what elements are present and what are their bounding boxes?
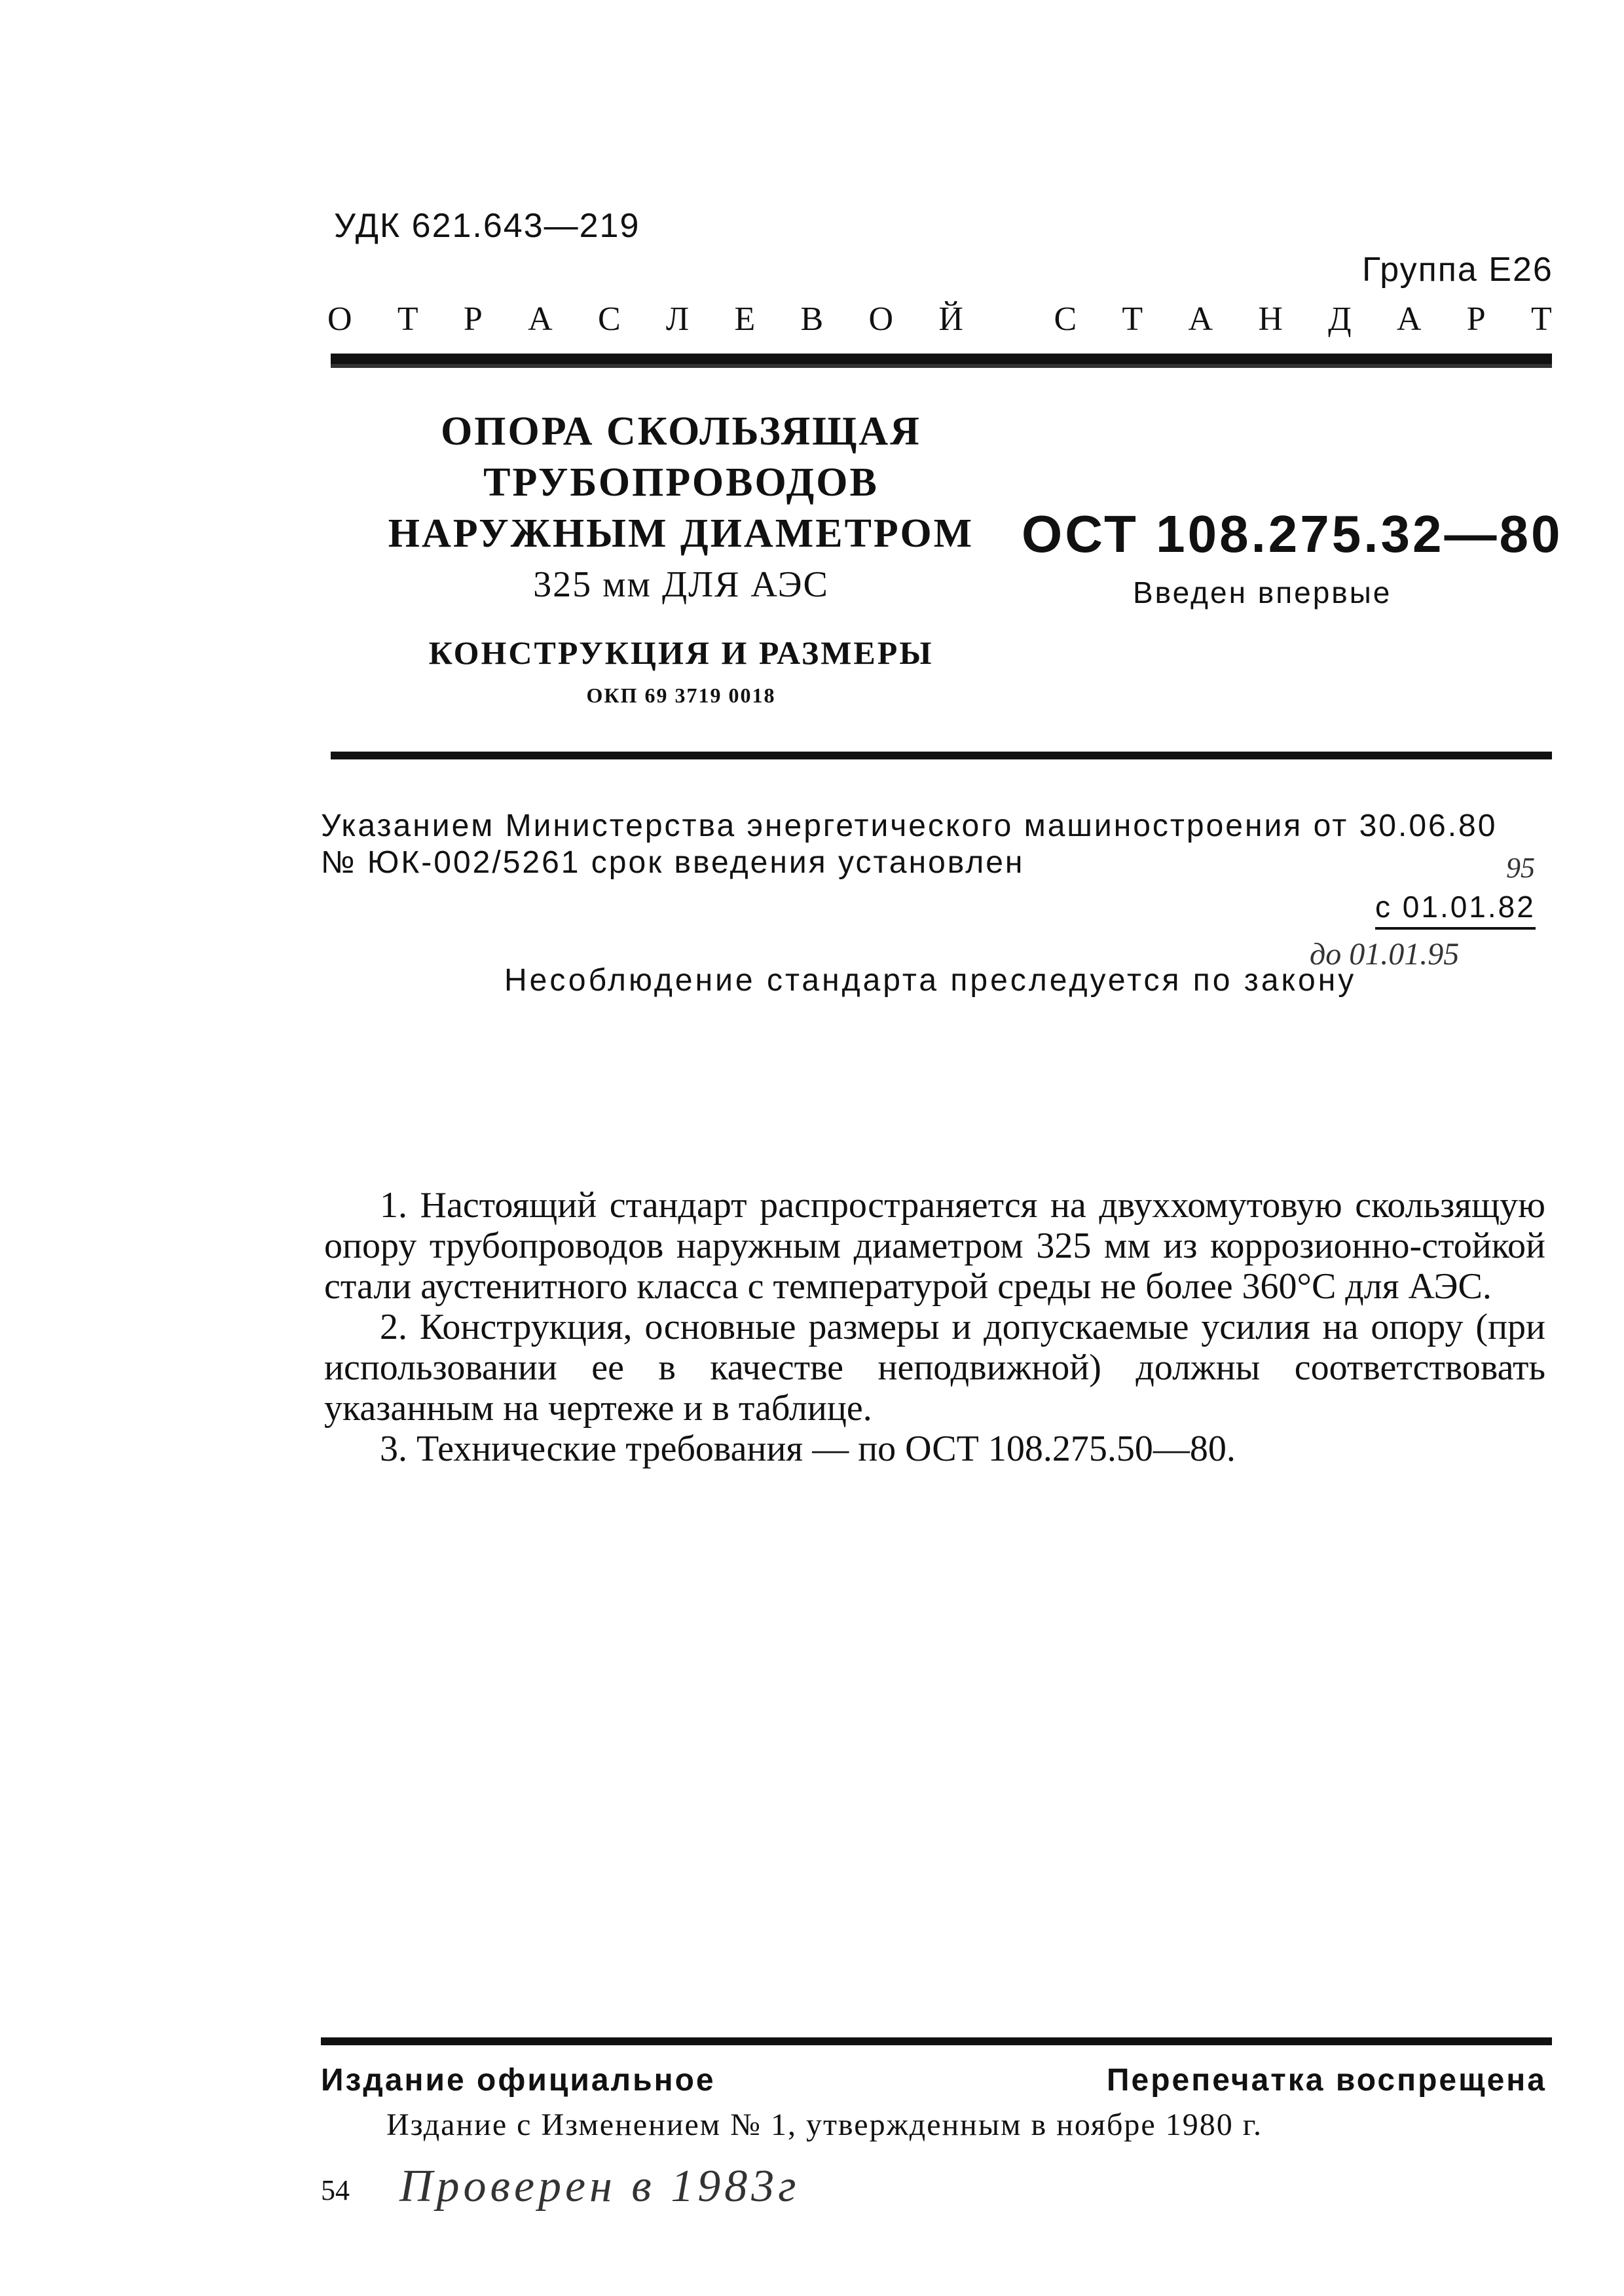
- title-line-3: НАРУЖНЫМ ДИАМЕТРОМ: [388, 511, 974, 556]
- effective-date: с 01.01.82: [1375, 889, 1536, 930]
- paragraph-1: 1. Настоящий стандарт распространяется на двуххомутовую скользящую опору трубопроводов наружным диаметром 325 мм из коррозионно-стойкой стали аустенитного класса с температурой среды не более 360°С для АЭС.: [324, 1185, 1545, 1307]
- introduced-note: Введен впервые: [1133, 575, 1392, 610]
- branch-letter: Т: [1530, 301, 1552, 338]
- page-number: 54: [321, 2174, 350, 2206]
- branch-letter: Т: [397, 301, 418, 338]
- handwritten-footer-note: Проверен в 1983г: [399, 2161, 800, 2212]
- handwritten-extension: до 01.01.95: [1310, 937, 1460, 972]
- penalty-notice: Несоблюдение стандарта преследуется по закону: [504, 963, 1357, 998]
- branch-letter: Д: [1328, 301, 1352, 338]
- title-block: [327, 406, 1035, 708]
- branch-letter: Р: [463, 301, 483, 338]
- header-rule: [331, 354, 1552, 364]
- branch-letter: С: [1054, 301, 1077, 338]
- group-label: Группа Е26: [1362, 251, 1553, 289]
- branch-letter: Н: [1258, 301, 1283, 338]
- paragraph-3: 3. Технические требования — по ОСТ 108.275.50—80.: [380, 1429, 1236, 1469]
- header-rule-shadow: [331, 364, 1552, 368]
- reprint-forbidden-label: Перепечатка воспрещена: [1107, 2063, 1547, 2098]
- branch-letter: Т: [1122, 301, 1143, 338]
- document-subtitle: КОНСТРУКЦИЯ И РАЗМЕРЫ: [428, 634, 934, 671]
- branch-letter: Л: [665, 301, 690, 338]
- paragraph-2: 2. Конструкция, основные размеры и допускаемые усилия на опору (при использовании ее в качестве неподвижной) должны соответствовать указанным на чертеже и в таблице.: [324, 1307, 1545, 1429]
- branch-letter: Р: [1466, 301, 1486, 338]
- title-line-2: ТРУБОПРОВОДОВ: [483, 460, 879, 505]
- branch-letter: Й: [938, 301, 963, 338]
- amendment-note: Издание с Изменением № 1, утвержденным в ноябре 1980 г.: [386, 2107, 1263, 2142]
- branch-letter: В: [800, 301, 824, 338]
- directive-line-1: Указанием Министерства энергетического машиностроения от 30.06.80: [321, 809, 1498, 843]
- body-text: [324, 1185, 1545, 1469]
- branch-letter: А: [528, 301, 553, 338]
- title-line-1: ОПОРА СКОЛЬЗЯЩАЯ: [441, 409, 921, 454]
- okp-code: ОКП 69 3719 0018: [586, 683, 776, 707]
- branch-letter: О: [327, 301, 352, 338]
- standard-code: ОСТ 108.275.32—80: [1022, 505, 1563, 563]
- handwritten-year: 95: [1506, 852, 1535, 884]
- branch-letter: А: [1188, 301, 1213, 338]
- branch-standard-heading: [327, 300, 1552, 338]
- directive-line-2: № ЮК-002/5261 срок введения установлен: [321, 845, 1025, 880]
- branch-letter: О: [868, 301, 894, 338]
- branch-letter: А: [1396, 301, 1422, 338]
- udk-code: УДК 621.643—219: [334, 207, 640, 245]
- branch-letter: Е: [734, 301, 756, 338]
- branch-letter: С: [597, 301, 621, 338]
- title-rule: [331, 752, 1552, 759]
- footer-rule: [321, 2037, 1552, 2045]
- official-edition-label: Издание официальное: [321, 2063, 716, 2098]
- title-line-4: 325 мм ДЛЯ АЭС: [533, 564, 829, 605]
